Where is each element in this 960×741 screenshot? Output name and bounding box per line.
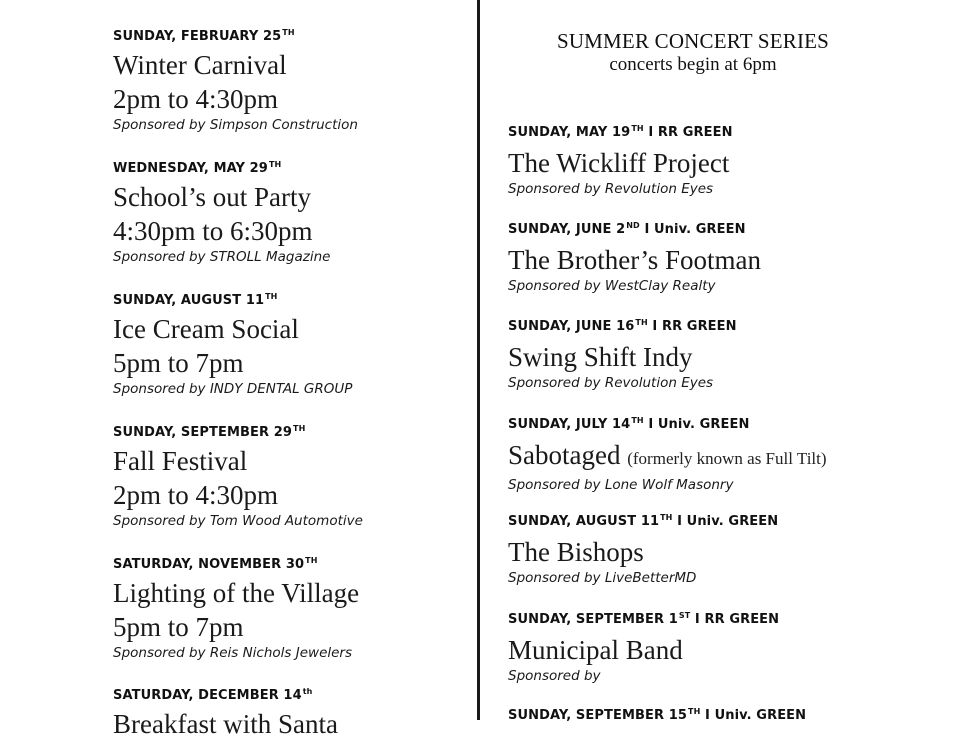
event-schools-out-party — [113, 161, 330, 266]
concert-note: (formerly known as Full Tilt) — [627, 449, 827, 468]
concert-swing-shift-indy — [508, 319, 737, 392]
event-sponsor: Sponsored by Reis Nichols Jewelers — [113, 645, 353, 661]
event-time: 5pm to 7pm — [113, 612, 244, 642]
concert-title: Swing Shift Indy — [508, 342, 693, 372]
event-title: Lighting of the Village — [113, 578, 360, 608]
series-title: SUMMER CONCERT SERIES — [556, 29, 830, 53]
concert-title: Sabotaged (formerly known as Full Tilt) — [508, 440, 827, 470]
series-subtitle: concerts begin at 6pm — [609, 54, 777, 75]
event-date: SUNDAY, SEPTEMBER 29TH — [113, 424, 306, 440]
event-date: SUNDAY, AUGUST 11TH — [113, 292, 278, 308]
event-date: SATURDAY, DECEMBER 14th — [113, 687, 313, 703]
event-sponsor: Sponsored by Tom Wood Automotive — [113, 513, 363, 529]
event-time: 5pm to 7pm — [113, 348, 244, 378]
concert-brothers-footman — [508, 222, 761, 295]
event-breakfast-with-santa — [113, 688, 338, 741]
concert-sponsor: Sponsored by LiveBetterMD — [508, 570, 697, 586]
event-date: WEDNESDAY, MAY 29TH — [113, 160, 282, 176]
event-time: 2pm to 4:30pm — [113, 480, 279, 510]
event-time: 4:30pm to 6:30pm — [113, 216, 313, 246]
concert-title: Municipal Band — [508, 635, 683, 665]
concert-sponsor: Sponsored by Revolution Eyes — [508, 181, 714, 197]
event-ice-cream-social — [113, 293, 352, 398]
concert-municipal-band — [508, 612, 779, 685]
concert-the-bishops — [508, 514, 778, 587]
event-title: Breakfast with Santa — [113, 709, 338, 739]
event-time: 2pm to 4:30pm — [113, 84, 279, 114]
event-title: Fall Festival — [113, 446, 248, 476]
event-title: Ice Cream Social — [113, 314, 299, 344]
event-winter-carnival — [113, 29, 358, 134]
event-sponsor: Sponsored by INDY DENTAL GROUP — [113, 381, 353, 397]
event-date: SUNDAY, FEBRUARY 25TH — [113, 28, 295, 44]
concert-wickliff-project — [508, 125, 733, 198]
concert-date: SUNDAY, AUGUST 11TH I Univ. GREEN — [508, 513, 779, 529]
concert-sponsor: Sponsored by WestClay Realty — [508, 278, 716, 294]
concert-title: The Bishops — [508, 537, 644, 567]
concert-sponsor: Sponsored by — [508, 668, 601, 684]
event-fall-festival — [113, 425, 363, 530]
event-date: SATURDAY, NOVEMBER 30TH — [113, 556, 318, 572]
concert-sponsor: Sponsored by Revolution Eyes — [508, 375, 714, 391]
event-sponsor: Sponsored by Simpson Construction — [113, 117, 358, 133]
concert-date: SUNDAY, JULY 14TH I Univ. GREEN — [508, 416, 750, 432]
event-title: School’s out Party — [113, 182, 312, 212]
concert-title: The Wickliff Project — [508, 148, 730, 178]
concert-sponsor: Sponsored by Lone Wolf Masonry — [508, 477, 734, 493]
concert-sabotaged — [508, 417, 827, 494]
event-lighting-of-the-village — [113, 557, 359, 662]
concert-date: SUNDAY, JUNE 2ND I Univ. GREEN — [508, 221, 746, 237]
concert-title: The Brother’s Footman — [508, 245, 761, 275]
concert-date: SUNDAY, SEPTEMBER 1ST I RR GREEN — [508, 611, 780, 627]
concert-date: SUNDAY, MAY 19TH I RR GREEN — [508, 124, 733, 140]
concert-date: SUNDAY, JUNE 16TH I RR GREEN — [508, 318, 737, 334]
series-header — [508, 28, 878, 76]
concert-date: SUNDAY, SEPTEMBER 15TH I Univ. GREEN — [508, 707, 807, 723]
event-title: Winter Carnival — [113, 50, 287, 80]
concert-september-15 — [508, 708, 806, 729]
column-divider — [477, 0, 480, 720]
event-sponsor: Sponsored by STROLL Magazine — [113, 249, 331, 265]
